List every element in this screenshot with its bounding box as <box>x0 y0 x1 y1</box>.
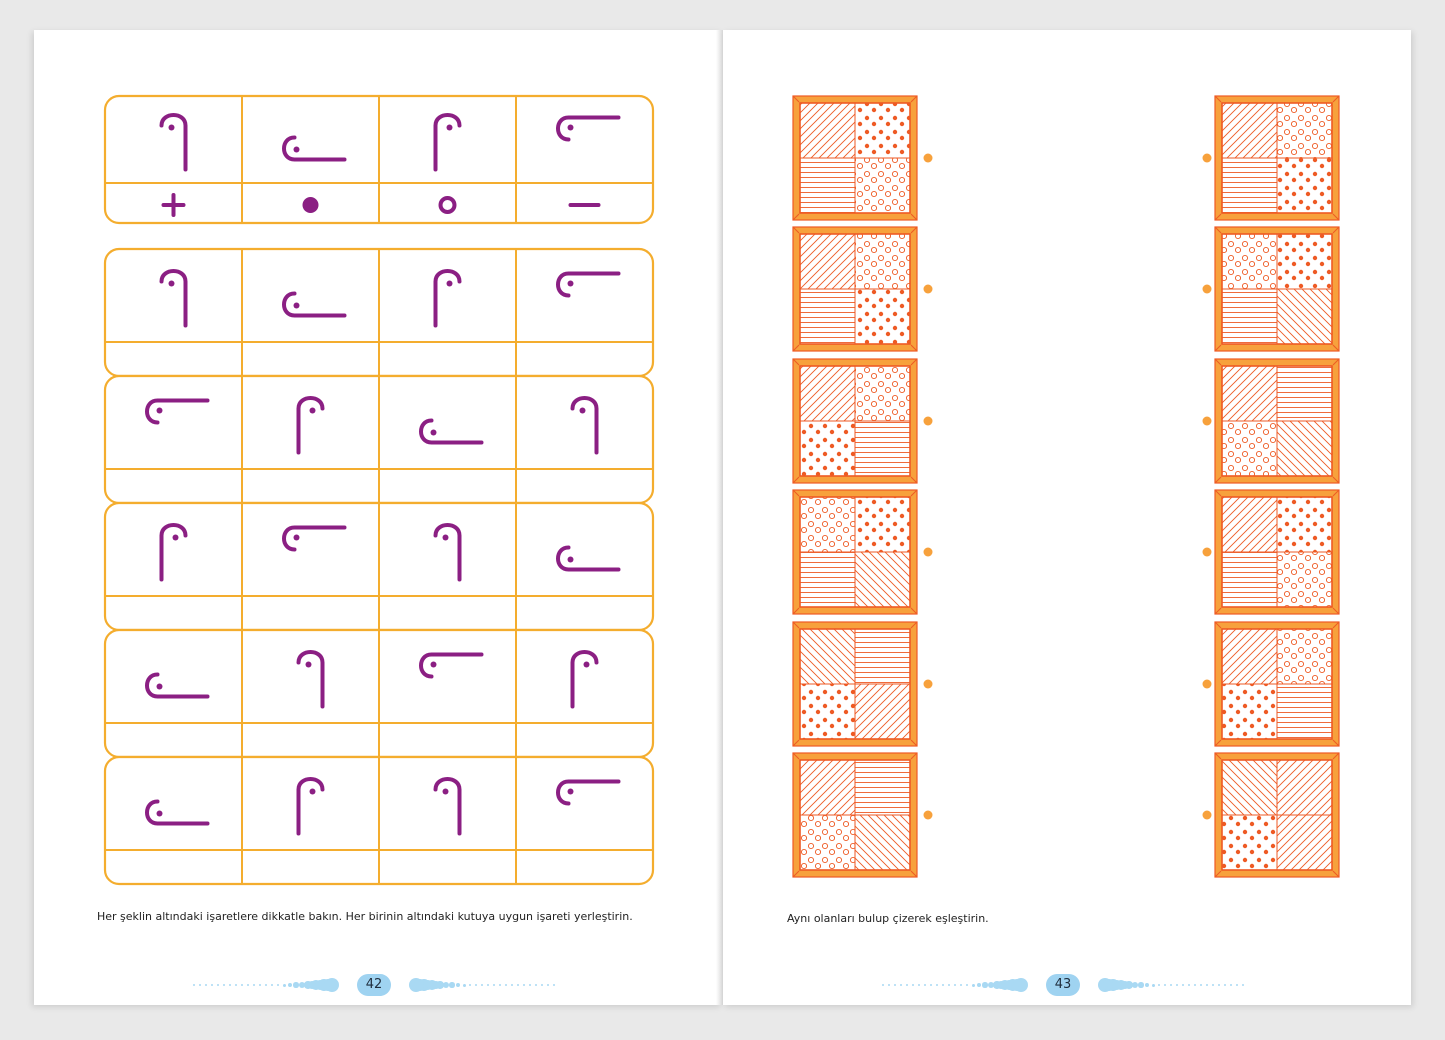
answer-box[interactable] <box>244 852 377 882</box>
answer-box[interactable] <box>518 471 651 501</box>
answer-box[interactable] <box>244 598 377 628</box>
left-match-dot[interactable] <box>924 680 933 689</box>
right-match-dot[interactable] <box>1203 680 1212 689</box>
decorative-dot <box>205 984 207 986</box>
decorative-dot <box>1212 984 1214 986</box>
left-match-dot[interactable] <box>924 417 933 426</box>
filled-dot-icon <box>303 197 319 213</box>
decorative-dot <box>982 982 987 987</box>
decorative-dot <box>1206 984 1208 986</box>
grid-row <box>105 249 653 376</box>
decorative-dot <box>1158 984 1160 986</box>
right-page-number: 43 <box>1046 974 1080 996</box>
decorative-dot <box>475 984 477 986</box>
decorative-dot <box>1182 984 1184 986</box>
answer-box[interactable] <box>518 598 651 628</box>
decorative-dot <box>229 984 231 986</box>
decorative-dot <box>529 984 531 986</box>
decorative-dot <box>977 983 981 987</box>
decorative-dot <box>499 984 501 986</box>
decorative-dot <box>1145 983 1149 987</box>
decorative-dot <box>523 984 525 986</box>
left-match-dot[interactable] <box>924 811 933 820</box>
decorative-dot <box>199 984 201 986</box>
decorative-dot <box>1224 984 1226 986</box>
right-match-dot[interactable] <box>1203 417 1212 426</box>
right-instruction: Aynı olanları bulup çizerek eşleştirin. <box>787 912 989 925</box>
decorative-dot <box>906 984 908 986</box>
decorative-dot <box>900 984 902 986</box>
decorative-dot <box>217 984 219 986</box>
right-tile <box>1215 359 1339 483</box>
answer-box[interactable] <box>107 344 240 374</box>
grid-row <box>105 630 653 757</box>
decorative-dot <box>283 984 286 987</box>
decorative-dot <box>547 984 549 986</box>
decorative-dot <box>888 984 890 986</box>
decorative-dot <box>553 984 555 986</box>
left-match-dot[interactable] <box>924 548 933 557</box>
answer-box[interactable] <box>244 471 377 501</box>
answer-box[interactable] <box>107 725 240 755</box>
decorative-dot <box>966 984 968 986</box>
decorative-dot <box>1236 984 1238 986</box>
left-match-dot[interactable] <box>924 285 933 294</box>
decorative-dot <box>443 982 449 988</box>
decorative-dot <box>277 984 279 986</box>
decorative-dot <box>541 984 543 986</box>
decorative-dot <box>954 984 956 986</box>
decorative-dot <box>1170 984 1172 986</box>
decorative-dot <box>1132 982 1138 988</box>
answer-box[interactable] <box>381 852 514 882</box>
grid-row <box>105 757 653 884</box>
decorative-dot <box>288 983 292 987</box>
decorative-dot <box>463 984 466 987</box>
right-page-number-bar <box>883 974 1243 996</box>
right-match-dot[interactable] <box>1203 154 1212 163</box>
decorative-dot <box>241 984 243 986</box>
decorative-dot <box>936 984 938 986</box>
decorative-dot <box>1152 984 1155 987</box>
right-match-dot[interactable] <box>1203 811 1212 820</box>
left-tile <box>793 96 917 220</box>
decorative-dot <box>505 984 507 986</box>
decorative-dot <box>924 984 926 986</box>
left-page <box>34 30 722 1005</box>
left-match-dot[interactable] <box>924 154 933 163</box>
answer-box[interactable] <box>244 725 377 755</box>
answer-box[interactable] <box>381 725 514 755</box>
left-tile <box>793 359 917 483</box>
left-tile <box>793 490 917 614</box>
decorative-dot <box>456 983 460 987</box>
decorative-dot <box>1230 984 1232 986</box>
decorative-dot <box>304 981 311 988</box>
decorative-dot <box>449 982 454 987</box>
decorative-dot <box>469 984 471 986</box>
decorative-dot <box>1194 984 1196 986</box>
decorative-dot <box>1176 984 1178 986</box>
grid-row <box>105 376 653 503</box>
decorative-dot <box>1138 982 1143 987</box>
decorative-dot <box>193 984 195 986</box>
right-tile <box>1215 227 1339 351</box>
decorative-dot <box>1242 984 1244 986</box>
decorative-dot <box>487 984 489 986</box>
left-tile <box>793 227 917 351</box>
decorative-dot <box>511 984 513 986</box>
right-tile <box>1215 622 1339 746</box>
decorative-dot <box>993 981 1000 988</box>
decorative-dot <box>223 984 225 986</box>
grid-row <box>105 503 653 630</box>
decorative-dot <box>535 984 537 986</box>
decorative-dot <box>235 984 237 986</box>
decorative-dot <box>1164 984 1166 986</box>
decorative-dot <box>918 984 920 986</box>
left-tile <box>793 753 917 877</box>
right-page <box>723 30 1411 1005</box>
answer-box[interactable] <box>518 344 651 374</box>
symbol-grid <box>34 30 722 1005</box>
right-tile <box>1215 96 1339 220</box>
right-tile <box>1215 753 1339 877</box>
decorative-dot <box>1200 984 1202 986</box>
answer-box[interactable] <box>107 852 240 882</box>
answer-box[interactable] <box>381 598 514 628</box>
left-page-number-bar <box>194 974 554 996</box>
decorative-dot <box>1188 984 1190 986</box>
decorative-dot <box>972 984 975 987</box>
right-match-dot[interactable] <box>1203 548 1212 557</box>
tile-matching-area <box>723 30 1411 1005</box>
decorative-dot <box>253 984 255 986</box>
decorative-dot <box>912 984 914 986</box>
decorative-dot <box>948 984 950 986</box>
decorative-dot <box>960 984 962 986</box>
left-page-number: 42 <box>357 974 391 996</box>
decorative-dot <box>882 984 884 986</box>
decorative-dot <box>271 984 273 986</box>
grid-row <box>105 96 653 223</box>
decorative-dot <box>930 984 932 986</box>
decorative-dot <box>493 984 495 986</box>
decorative-dot <box>481 984 483 986</box>
decorative-dot <box>265 984 267 986</box>
answer-box[interactable] <box>107 471 240 501</box>
decorative-dot <box>247 984 249 986</box>
answer-box[interactable] <box>381 344 514 374</box>
left-instruction: Her şeklin altındaki işaretlere dikkatle bakın. Her birinin altındaki kutuya uygun işareti yerleştirin. <box>97 910 633 923</box>
right-tile <box>1215 490 1339 614</box>
right-match-dot[interactable] <box>1203 285 1212 294</box>
answer-box[interactable] <box>518 852 651 882</box>
decorative-dot <box>942 984 944 986</box>
decorative-dot <box>517 984 519 986</box>
answer-box[interactable] <box>518 725 651 755</box>
answer-box[interactable] <box>107 598 240 628</box>
decorative-dot <box>293 982 298 987</box>
decorative-dot <box>894 984 896 986</box>
decorative-dot <box>211 984 213 986</box>
left-tile <box>793 622 917 746</box>
answer-box[interactable] <box>381 471 514 501</box>
decorative-dot <box>1218 984 1220 986</box>
answer-box[interactable] <box>244 344 377 374</box>
decorative-dot <box>259 984 261 986</box>
